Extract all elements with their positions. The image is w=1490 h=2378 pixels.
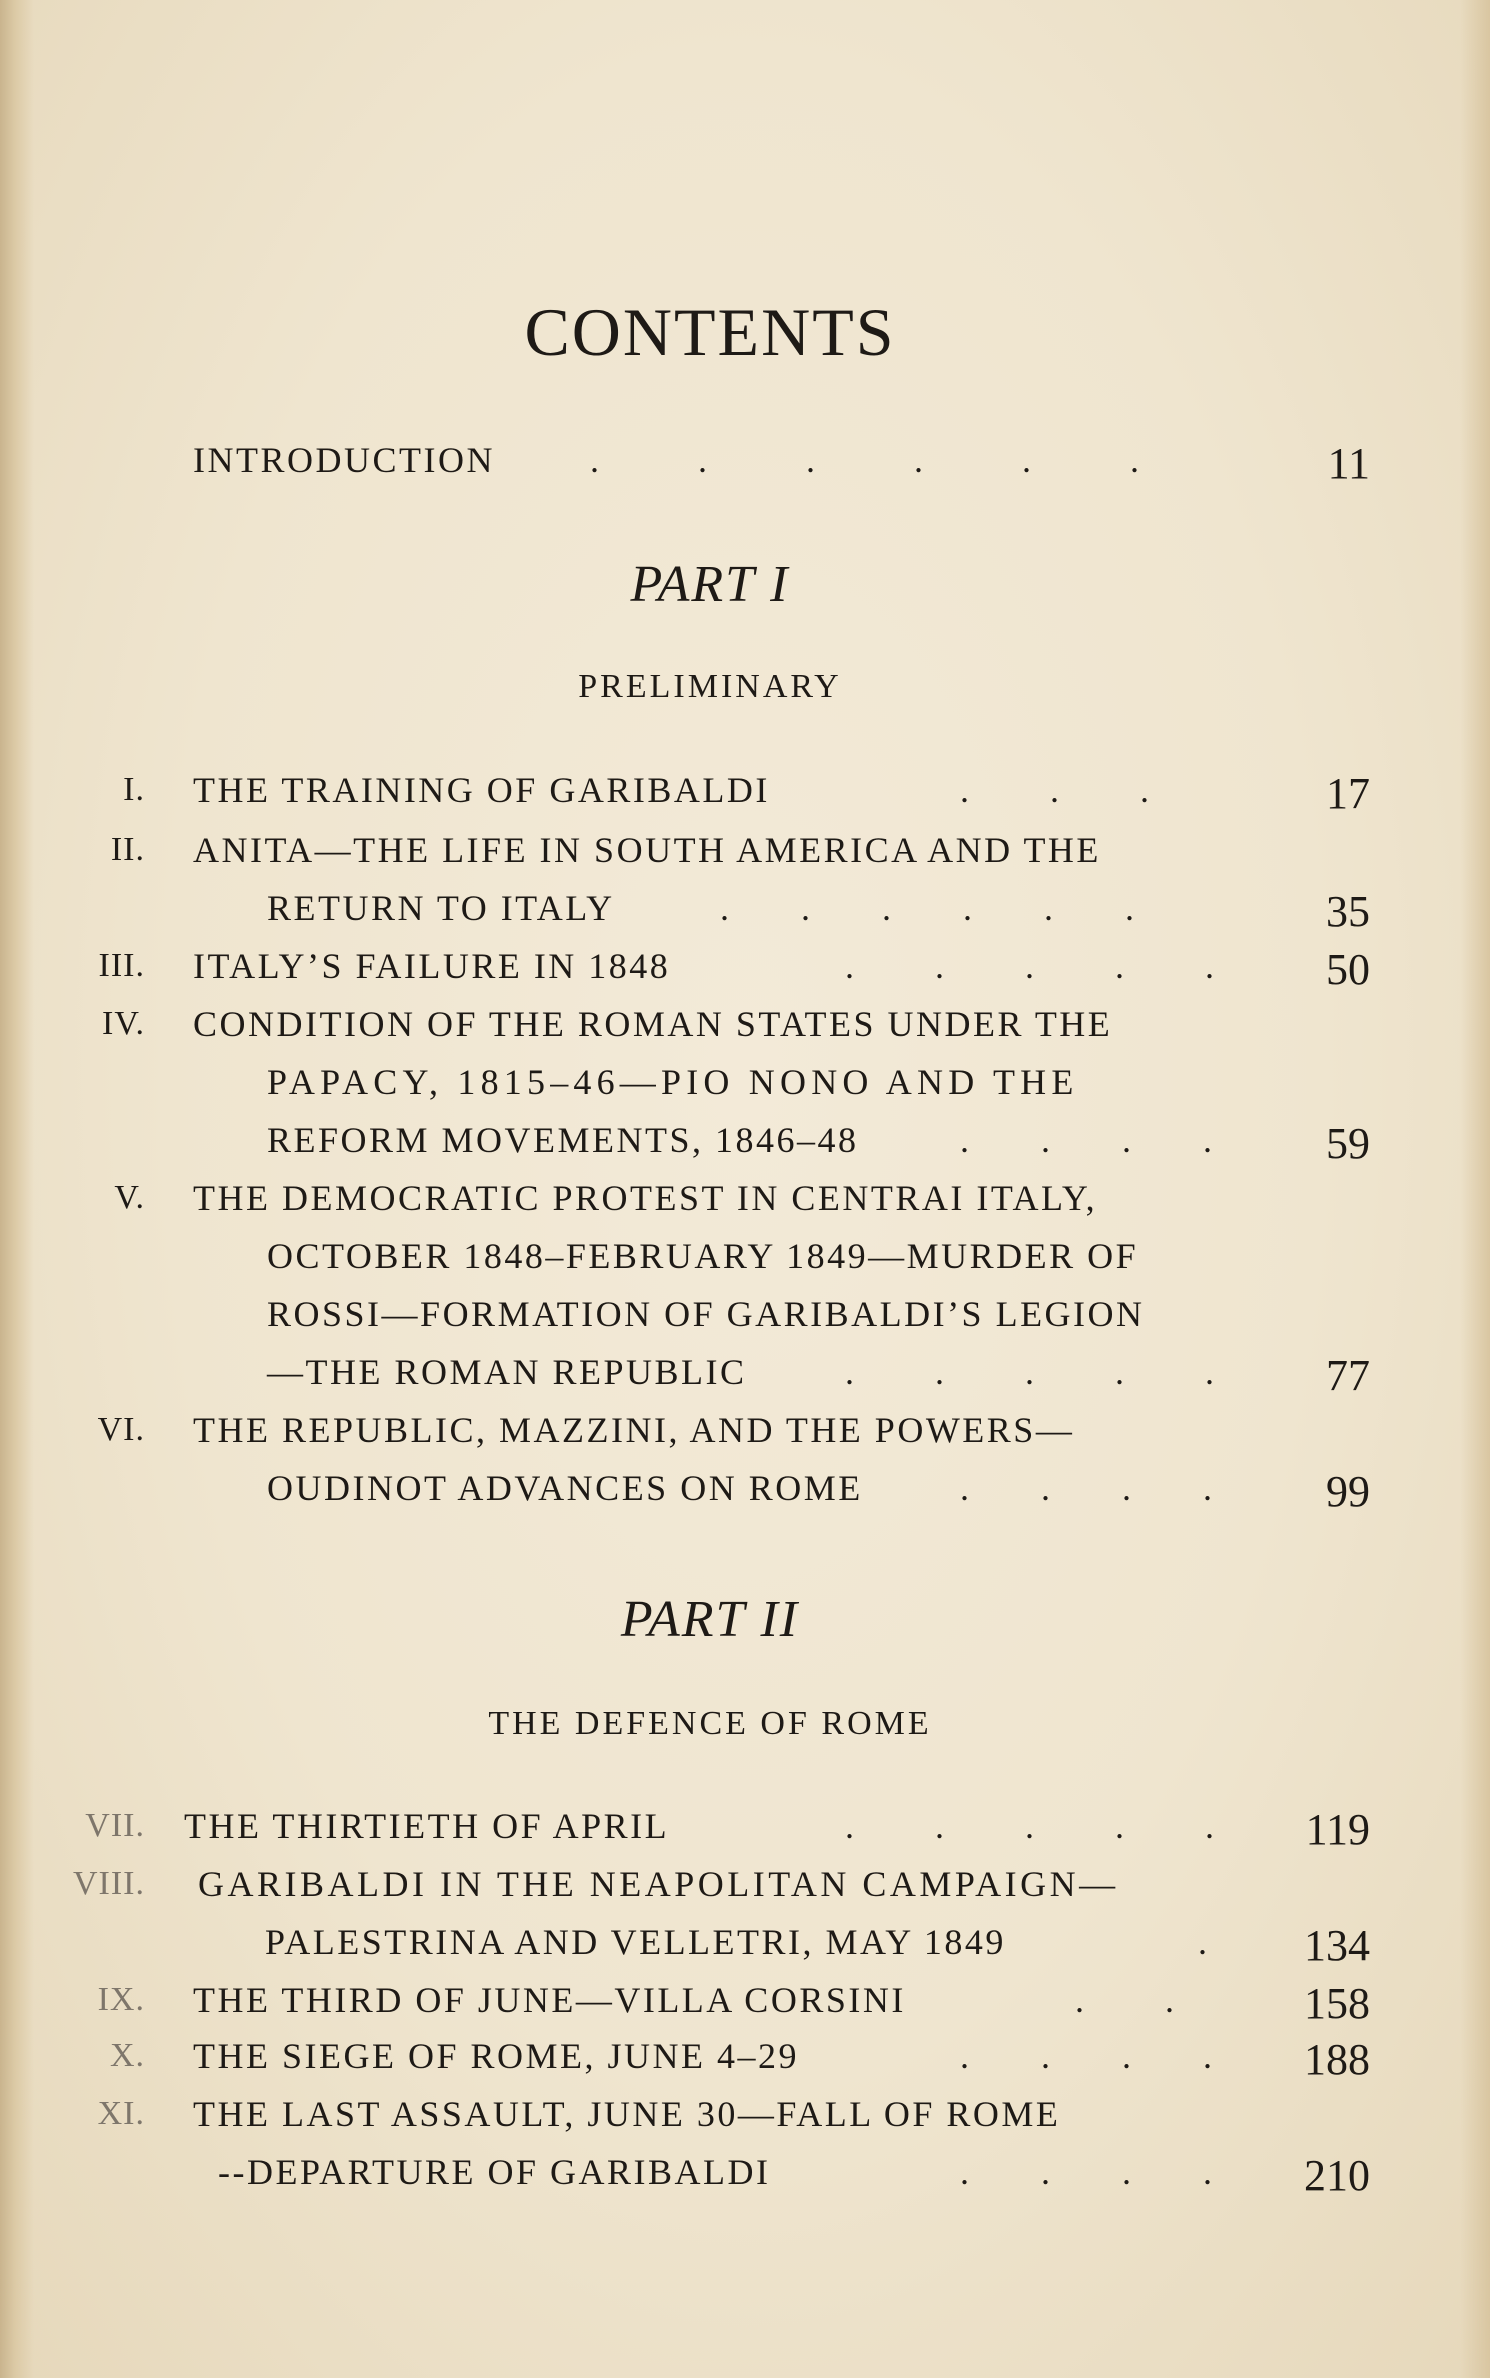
dot-leader: . . . .: [960, 2152, 1212, 2192]
entry-title-continued: REFORM MOVEMENTS, 1846–48: [267, 1120, 859, 1160]
page-number: 188: [1304, 2035, 1370, 2084]
toc-entry-chapter-6: [0, 1402, 1490, 1458]
toc-entry-chapter-4-cont: [0, 1112, 1490, 1168]
entry-title-continued: --DEPARTURE OF GARIBALDI: [218, 2152, 771, 2192]
chapter-number: I.: [123, 771, 145, 808]
toc-entry-chapter-1: [0, 762, 1490, 818]
chapter-number: VII.: [85, 1807, 145, 1844]
toc-entry-chapter-4: [0, 996, 1490, 1052]
part-title: PART I: [630, 556, 790, 613]
page-number: 158: [1304, 1979, 1370, 2028]
dot-leader: . . . . .: [845, 1806, 1214, 1846]
page-number: 77: [1326, 1351, 1370, 1400]
dot-leader: . . . . .: [845, 946, 1214, 986]
toc-entry-chapter-2: [0, 822, 1490, 878]
entry-title: ITALY’S FAILURE IN 1848: [193, 946, 671, 986]
chapter-number: IX.: [97, 1981, 145, 2018]
entry-title-continued: OUDINOT ADVANCES ON ROME: [267, 1468, 863, 1508]
entry-title: THE TRAINING OF GARIBALDI: [193, 770, 770, 810]
dot-leader: . . . . . .: [720, 888, 1134, 928]
chapter-number: VI.: [97, 1411, 145, 1448]
entry-title-continued: —THE ROMAN REPUBLIC: [267, 1352, 747, 1392]
part-subtitle: THE DEFENCE OF ROME: [488, 1705, 932, 1742]
chapter-number: VIII.: [72, 1865, 145, 1902]
chapter-number: X.: [109, 2037, 145, 2074]
toc-entry-chapter-7: [0, 1798, 1490, 1854]
entry-title: THE SIEGE OF ROME, JUNE 4–29: [193, 2036, 799, 2076]
page-number: 17: [1326, 769, 1370, 818]
dot-leader: . . . .: [960, 1468, 1212, 1508]
entry-title: THE REPUBLIC, MAZZINI, AND THE POWERS—: [193, 1410, 1075, 1450]
entry-title: GARIBALDI IN THE NEAPOLITAN CAMPAIGN—: [198, 1864, 1119, 1904]
toc-entry-chapter-11: [0, 2086, 1490, 2142]
entry-title: THE DEMOCRATIC PROTEST IN CENTRAI ITALY,: [193, 1178, 1098, 1218]
dot-leader: . . . . . .: [590, 440, 1139, 480]
page-number: 134: [1304, 1921, 1370, 1970]
dot-leader: . . .: [960, 770, 1149, 810]
chapter-number: XI.: [97, 2095, 145, 2132]
chapter-number: V.: [114, 1179, 145, 1216]
page-number: 119: [1305, 1805, 1370, 1854]
page-number: 210: [1304, 2151, 1370, 2200]
page-number: 99: [1326, 1467, 1370, 1516]
toc-entry-chapter-4-cont: [0, 1054, 1490, 1110]
toc-entry-chapter-9: [0, 1972, 1490, 2028]
toc-entry-chapter-5-cont: [0, 1344, 1490, 1400]
part-subtitle: PRELIMINARY: [578, 668, 842, 705]
toc-entry-introduction: [0, 432, 1490, 488]
page-number: 35: [1326, 887, 1370, 936]
toc-entry-chapter-10: [0, 2028, 1490, 2084]
entry-title-continued: OCTOBER 1848–FEBRUARY 1849—MURDER OF: [267, 1236, 1139, 1276]
dot-leader: . .: [1075, 1980, 1174, 2020]
entry-title-continued: ROSSI—FORMATION OF GARIBALDI’S LEGION: [267, 1294, 1145, 1334]
toc-entry-chapter-8: [0, 1856, 1490, 1912]
part-title: PART II: [620, 1591, 800, 1648]
entry-title: CONDITION OF THE ROMAN STATES UNDER THE: [193, 1004, 1113, 1044]
chapter-number: IV.: [102, 1005, 145, 1042]
toc-entry-chapter-5-cont: [0, 1286, 1490, 1342]
dot-leader: . . . . .: [845, 1352, 1214, 1392]
toc-entry-chapter-8-cont: [0, 1914, 1490, 1970]
toc-entry-chapter-5-cont: [0, 1228, 1490, 1284]
chapter-number: II.: [110, 831, 145, 868]
toc-entry-chapter-11-cont: [0, 2144, 1490, 2200]
chapter-number: III.: [98, 947, 145, 984]
page-title: CONTENTS: [524, 294, 896, 370]
entry-title: THE LAST ASSAULT, JUNE 30—FALL OF ROME: [193, 2094, 1061, 2134]
page-number: 50: [1326, 945, 1370, 994]
entry-title: INTRODUCTION: [193, 440, 495, 480]
toc-entry-chapter-5: [0, 1170, 1490, 1226]
dot-leader: . . . .: [960, 1120, 1212, 1160]
entry-title-continued: PALESTRINA AND VELLETRI, MAY 1849: [265, 1922, 1006, 1962]
entry-title: ANITA—THE LIFE IN SOUTH AMERICA AND THE: [193, 830, 1101, 870]
entry-title: THE THIRD OF JUNE—VILLA CORSINI: [193, 1980, 906, 2020]
entry-title-continued: PAPACY, 1815–46—PIO NONO AND THE: [267, 1062, 1079, 1102]
page-number: 59: [1326, 1119, 1370, 1168]
page-number: 11: [1327, 439, 1370, 488]
toc-entry-chapter-3: [0, 938, 1490, 994]
toc-entry-chapter-6-cont: [0, 1460, 1490, 1516]
entry-title-continued: RETURN TO ITALY: [267, 888, 615, 928]
entry-title: THE THIRTIETH OF APRIL: [184, 1806, 670, 1846]
dot-leader: .: [1198, 1922, 1207, 1962]
toc-entry-chapter-2-cont: [0, 880, 1490, 936]
dot-leader: . . . .: [960, 2036, 1212, 2076]
